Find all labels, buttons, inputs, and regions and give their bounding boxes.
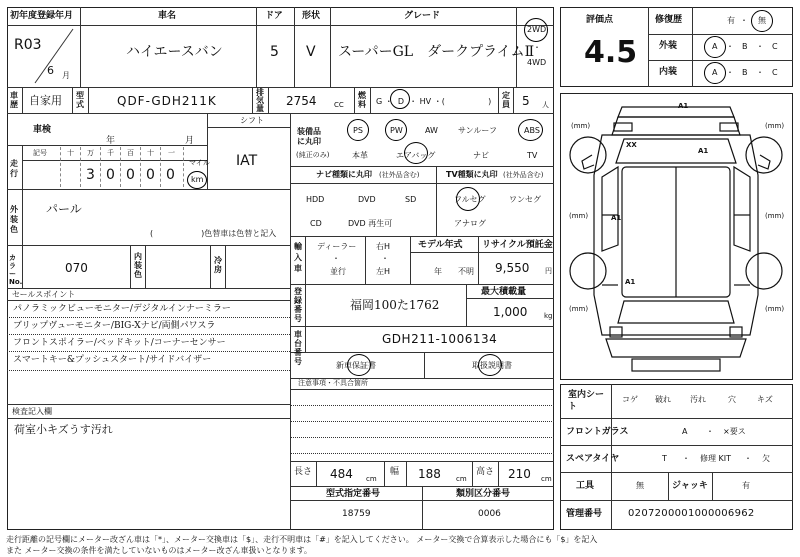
drive-4wd: 4WD xyxy=(527,58,547,67)
interior-option: ・ xyxy=(726,68,734,77)
mileage-header-ichi: 一 xyxy=(168,149,175,157)
sales-point-line: ブリップヴューモニター/BIG-Xナビ/両側パワスラ xyxy=(13,321,216,331)
mm-label: (mm) xyxy=(571,122,591,130)
first-reg-month-unit: 月 xyxy=(62,71,70,80)
interior-label: 内装 xyxy=(659,67,678,77)
model-year-label: モデル年式 xyxy=(418,240,463,250)
footer-line-1: 走行距離の記号欄にメーター改ざん車は「*」、メーター交換車は「$」、走行不明車は「#」を記入してください。 メーター交換で合算表示した場合にも「$」を記入 xyxy=(6,535,598,544)
load-unit: kg xyxy=(544,312,553,320)
new-warranty-circle xyxy=(347,354,371,376)
sheet-option: 破れ xyxy=(655,395,671,404)
inspector-text: 荷室小キズうす汚れ xyxy=(14,423,113,436)
exterior-a-circle xyxy=(704,36,726,58)
repair-label: 修復歴 xyxy=(655,15,683,25)
equip-airbag: エアバッグ xyxy=(396,151,436,160)
equip-pw-circle xyxy=(385,119,407,141)
repair-no: 無 xyxy=(758,16,766,25)
height-unit: cm xyxy=(541,475,552,483)
equip-aw: AW xyxy=(425,126,438,135)
inspection-month-unit: 月 xyxy=(185,136,195,146)
mm-label: (mm) xyxy=(765,305,785,313)
color-note: ( )色替車は色替と記入 xyxy=(150,229,277,238)
use-value: 自家用 xyxy=(29,94,62,107)
exterior-option: B xyxy=(742,42,748,51)
sales-point-line: スマートキー&プッシュスタート/サイドバイザー xyxy=(13,355,212,365)
equip-airbag-circle xyxy=(404,142,428,164)
designation-label: 型式指定番号 xyxy=(326,489,381,499)
jack-value: 有 xyxy=(742,481,750,490)
category-label: 類別区分番号 xyxy=(456,489,511,499)
spare-option: T xyxy=(662,454,667,463)
interior-sheet-label: 室内シート xyxy=(568,390,605,412)
length-value: 484 xyxy=(330,467,353,481)
mm-label: (mm) xyxy=(569,212,589,220)
navi-dvd: DVD xyxy=(358,195,376,204)
tools-value: 無 xyxy=(636,481,644,490)
first-reg-month: 6 xyxy=(47,64,54,77)
displacement-value: 2754 xyxy=(286,94,317,108)
spare-option: 修理 KIT xyxy=(700,454,732,463)
import-right-h: 右H xyxy=(376,242,391,251)
import-left-h: 左H xyxy=(376,267,391,276)
mileage-header-man10: 十 xyxy=(67,149,74,157)
spare-option: 欠 xyxy=(762,454,770,463)
color-label: 外装色 xyxy=(10,205,18,234)
tv-oneseg: ワンセグ xyxy=(509,195,541,204)
equipment-sublabel: (純正のみ) xyxy=(296,151,330,159)
color-no-value: 070 xyxy=(65,261,88,275)
chassis-label: 車台番号 xyxy=(294,330,302,366)
equip-ps: PS xyxy=(353,126,363,135)
displacement-label: 排気量 xyxy=(256,88,264,113)
navi-dvd-play: DVD 再生可 xyxy=(348,219,393,228)
grade-label: グレード xyxy=(404,11,441,21)
damage-mark: A1 xyxy=(625,278,636,286)
exterior-option: C xyxy=(772,42,778,51)
inspector-label: 検査記入欄 xyxy=(12,407,52,416)
registration-value: 福岡100た1762 xyxy=(350,298,440,312)
length-label: 長さ xyxy=(294,467,313,477)
mileage-digit: 3 xyxy=(86,167,95,183)
navi-cd: CD xyxy=(310,219,322,228)
owner-manual: 取扱説明書 xyxy=(472,361,512,370)
inspection-label: 車検 xyxy=(33,125,52,135)
drive-2wd: 2WD xyxy=(527,25,547,34)
color-no-label: カラーNo. xyxy=(9,254,23,286)
import-dealer: ディーラー xyxy=(317,242,357,251)
sheet-option: コゲ xyxy=(622,395,638,404)
windshield-option: ・ xyxy=(706,427,714,436)
owner-manual-circle xyxy=(478,354,502,376)
car-name-label: 車名 xyxy=(158,11,177,21)
import-dot2: ・ xyxy=(381,254,389,263)
equipment-label: 装備品に丸印 xyxy=(297,127,321,146)
import-parallel: 並行 xyxy=(330,267,346,276)
sheet-option: 汚れ xyxy=(690,395,706,404)
mileage-header-symbol: 記号 xyxy=(33,149,47,157)
rating-value: 4.5 xyxy=(584,35,638,70)
footer-line-2: また メーター交換の条件を満たしていないものはメーター改ざん車扱いとなります。 xyxy=(6,546,312,555)
registration-label: 登録番号 xyxy=(294,287,302,323)
equip-ps-circle xyxy=(347,119,369,141)
width-label: 幅 xyxy=(390,467,400,477)
model-year-unit: 年 xyxy=(434,267,442,276)
load-value: 1,000 xyxy=(493,305,528,319)
mgmt-label: 管理番号 xyxy=(566,509,603,519)
tv-analog: アナログ xyxy=(454,219,486,228)
interior-option: ・ xyxy=(756,68,764,77)
color-value: パール xyxy=(46,202,82,216)
inspection-year-unit: 年 xyxy=(106,136,116,146)
equip-tv: TV xyxy=(527,151,538,160)
mgmt-value: 0207200001000006962 xyxy=(628,508,755,519)
fuel-diesel-circle xyxy=(390,89,410,109)
equip-abs: ABS xyxy=(524,126,540,135)
model-year-value: 不明 xyxy=(458,267,474,276)
tv-fullseg-circle xyxy=(456,187,480,211)
doors-label: ドア xyxy=(265,11,283,21)
model-label: 型式 xyxy=(76,91,84,109)
sales-point-line: フロントスポイラー/ベッドキット/コーナーセンサー xyxy=(13,338,226,348)
interior-option: B xyxy=(742,68,748,77)
damage-mark: A1 xyxy=(611,214,622,222)
interior-color-label: 内装色 xyxy=(134,252,142,279)
spare-option: ・ xyxy=(682,454,690,463)
category-value: 0006 xyxy=(478,509,501,519)
jack-label: ジャッキ xyxy=(672,481,708,491)
mileage-header-sen: 千 xyxy=(107,149,114,157)
capacity-unit: 人 xyxy=(542,101,549,109)
model-value: QDF-GDH211K xyxy=(117,94,217,108)
navi-sublabel: (社外品含む) xyxy=(379,171,420,179)
new-warranty: 新車保証書 xyxy=(336,361,376,370)
drive-dot: ・ xyxy=(533,43,541,52)
exterior-label: 外装 xyxy=(659,41,678,51)
import-dot: ・ xyxy=(332,254,340,263)
cold-label: 冷房 xyxy=(214,256,222,274)
width-unit: cm xyxy=(456,475,467,483)
spare-label: スペアタイヤ xyxy=(566,454,620,464)
mileage-digit: 0 xyxy=(166,167,175,183)
recycle-unit: 円 xyxy=(545,267,552,275)
height-label: 高さ xyxy=(476,467,495,477)
tv-sublabel: (社外品含む) xyxy=(503,171,544,179)
repair-yes: 有 xyxy=(727,16,735,25)
windshield-option: ×要ス xyxy=(723,427,746,436)
repair-no-circle xyxy=(751,10,773,32)
damage-mark: A1 xyxy=(698,147,709,155)
navi-hdd: HDD xyxy=(306,195,325,204)
mileage-digit: 0 xyxy=(106,167,115,183)
exterior-option: A xyxy=(712,42,718,51)
import-label: 輸入車 xyxy=(294,242,302,273)
car-name: ハイエースバン xyxy=(126,44,223,60)
recycle-value: 9,550 xyxy=(495,261,530,275)
spare-option: ・ xyxy=(744,454,752,463)
load-label: 最大積載量 xyxy=(481,287,527,297)
shape-label: 形状 xyxy=(302,11,321,21)
tv-fullseg: フルセグ xyxy=(454,195,486,204)
height-value: 210 xyxy=(508,467,531,481)
navi-sd: SD xyxy=(405,195,417,204)
rating-label: 評価点 xyxy=(586,15,614,25)
mileage-digit: 0 xyxy=(146,167,155,183)
shift-label: シフト xyxy=(240,116,264,125)
sheet-option: キズ xyxy=(757,395,773,404)
equip-sunroof: サンルーフ xyxy=(458,126,497,135)
navi-label: ナビ種類に丸印 xyxy=(316,170,372,179)
fuel-label: 燃料 xyxy=(358,91,366,109)
windshield-label: フロントガラス xyxy=(566,427,629,437)
doors-value: 5 xyxy=(270,44,279,60)
mileage-header-hyaku: 百 xyxy=(127,149,134,157)
capacity-value: 5 xyxy=(522,94,530,108)
mm-label: (mm) xyxy=(765,122,785,130)
equip-pw: PW xyxy=(390,126,403,135)
mileage-label: 走行 xyxy=(10,159,18,178)
exterior-option: ・ xyxy=(726,42,734,51)
use-label: 車歴 xyxy=(10,91,18,109)
mileage-unit-km: km xyxy=(191,175,204,184)
sales-point-line: パノラミックビューモニター/デジタルインナーミラー xyxy=(13,304,231,314)
recycle-label: リサイクル預託金 xyxy=(482,240,553,250)
length-unit: cm xyxy=(366,475,377,483)
displacement-unit: CC xyxy=(334,101,344,109)
fuel-options: G ・ D ・ HV ・( ) xyxy=(376,97,492,106)
first-reg-era: R03 xyxy=(14,37,42,53)
equip-navi: ナビ xyxy=(473,151,489,160)
notes-label: 注意事項・不具合箇所 xyxy=(298,379,368,387)
first-reg-label: 初年度登録年月 xyxy=(10,11,74,21)
car-diagram xyxy=(562,95,791,378)
mm-label: (mm) xyxy=(569,305,589,313)
grade-value: スーパーGL ダークプライムⅡ xyxy=(338,44,535,60)
interior-option: C xyxy=(772,68,778,77)
equip-leather: 本革 xyxy=(352,151,368,160)
shift-value: IAT xyxy=(236,153,258,169)
mileage-header-man: 万 xyxy=(87,149,94,157)
tv-label: TV種類に丸印 xyxy=(446,170,498,179)
repair-dot: ・ xyxy=(740,16,748,25)
mileage-header-juu: 十 xyxy=(147,149,154,157)
damage-mark: A1 xyxy=(678,102,689,110)
shape-value: V xyxy=(306,44,316,60)
mileage-unit-mile: マイル xyxy=(189,159,210,167)
mileage-digit: 0 xyxy=(126,167,135,183)
windshield-option: A xyxy=(682,427,688,436)
damage-mark: XX xyxy=(626,141,637,149)
equip-abs-circle xyxy=(518,119,543,141)
interior-option: A xyxy=(712,68,718,77)
sheet-option: 穴 xyxy=(728,395,736,404)
sales-points-label: セールスポイント xyxy=(12,290,76,299)
chassis-value: GDH211-1006134 xyxy=(382,332,498,346)
interior-a-circle xyxy=(704,62,726,84)
capacity-label: 定員 xyxy=(502,91,510,109)
designation-value: 18759 xyxy=(342,509,371,519)
exterior-option: ・ xyxy=(756,42,764,51)
mm-label: (mm) xyxy=(765,212,785,220)
width-value: 188 xyxy=(418,467,441,481)
tools-label: 工具 xyxy=(576,481,595,491)
